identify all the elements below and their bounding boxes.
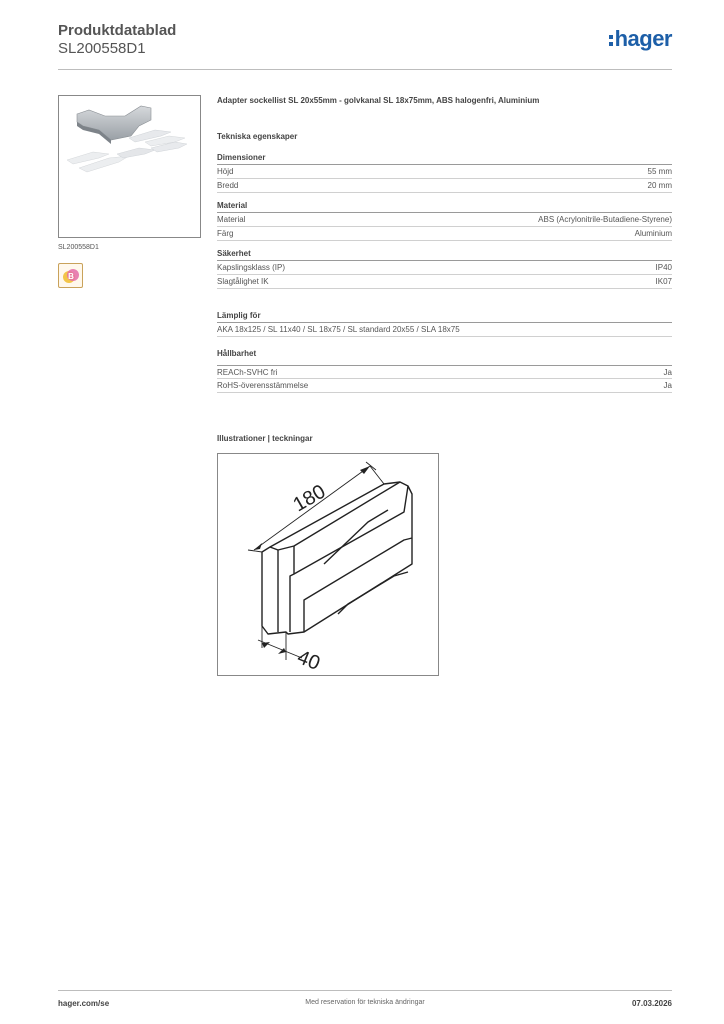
width-dimension: 40 (294, 646, 323, 675)
spec-group-safety (217, 249, 672, 289)
spec-row (217, 365, 672, 379)
spec-row (217, 323, 672, 337)
product-photo-icon (59, 96, 200, 237)
spec-group-sustainability (217, 349, 672, 393)
spec-label: Höjd (217, 167, 234, 176)
length-dimension: 180 (289, 480, 330, 517)
logo-text: hager (614, 26, 672, 51)
spec-label: Material (217, 215, 246, 224)
spec-row (217, 379, 672, 393)
logo-dots-icon (609, 33, 613, 47)
spec-group-title: Säkerhet (217, 249, 672, 261)
spec-label: Färg (217, 229, 234, 238)
spec-value: 20 mm (647, 181, 672, 190)
specs-heading: Tekniska egenskaper (217, 132, 298, 141)
spec-group-title: Lämplig för (217, 311, 672, 323)
page-title: Produktdatablad (58, 22, 177, 39)
spec-group-dimensions (217, 153, 672, 193)
product-details (217, 96, 672, 393)
spec-label: AKA 18x125 / SL 11x40 / SL 18x75 / SL standard 20x55 / SLA 18x75 (217, 325, 460, 334)
spec-row (217, 165, 672, 179)
spec-group-title: Hållbarhet (217, 349, 257, 358)
spec-label: Slagtålighet IK (217, 277, 269, 286)
spec-value: Aluminium (634, 229, 672, 238)
footer-date: 07.03.2026 (631, 999, 672, 1008)
eco-label-icon[interactable] (58, 263, 83, 288)
footer-website-link[interactable]: hager.com/se (58, 999, 110, 1008)
illustrations-title: Illustrationer | teckningar (217, 434, 313, 443)
spec-value: IP40 (655, 263, 672, 272)
dimension-drawing-icon (218, 454, 438, 675)
spec-label: RoHS-överensstämmelse (217, 381, 309, 390)
product-image (58, 95, 201, 238)
spec-row (217, 261, 672, 275)
spec-label: Bredd (217, 181, 239, 190)
spec-group-suitable-for (217, 311, 672, 337)
spec-value: IK07 (655, 277, 672, 286)
spec-value: Ja (663, 368, 672, 377)
spec-row (217, 227, 672, 241)
spec-label: Kapslingsklass (IP) (217, 263, 286, 272)
spec-group-title: Dimensioner (217, 153, 672, 165)
hager-logo[interactable] (609, 26, 672, 52)
spec-value: ABS (Acrylonitrile-Butadiene-Styrene) (538, 215, 672, 224)
spec-row (217, 275, 672, 289)
eco-badge-icon (61, 266, 81, 286)
spec-group-title: Material (217, 201, 672, 213)
image-caption: SL200558D1 (58, 244, 99, 251)
product-reference: SL200558D1 (58, 40, 146, 57)
spec-row (217, 179, 672, 193)
product-description: Adapter sockellist SL 20x55mm - golvkanal SL 18x75mm, ABS halogenfri, Aluminium (217, 96, 540, 105)
svg-text:B: B (67, 271, 74, 281)
spec-value: 55 mm (647, 167, 672, 176)
spec-row (217, 213, 672, 227)
technical-drawing (217, 453, 439, 676)
spec-label: REACh-SVHC fri (217, 368, 278, 377)
page-footer (58, 990, 672, 1014)
page-header (58, 22, 672, 70)
footer-disclaimer: Med reservation för tekniska ändringar (305, 999, 425, 1006)
spec-group-material (217, 201, 672, 241)
spec-value: Ja (663, 381, 672, 390)
